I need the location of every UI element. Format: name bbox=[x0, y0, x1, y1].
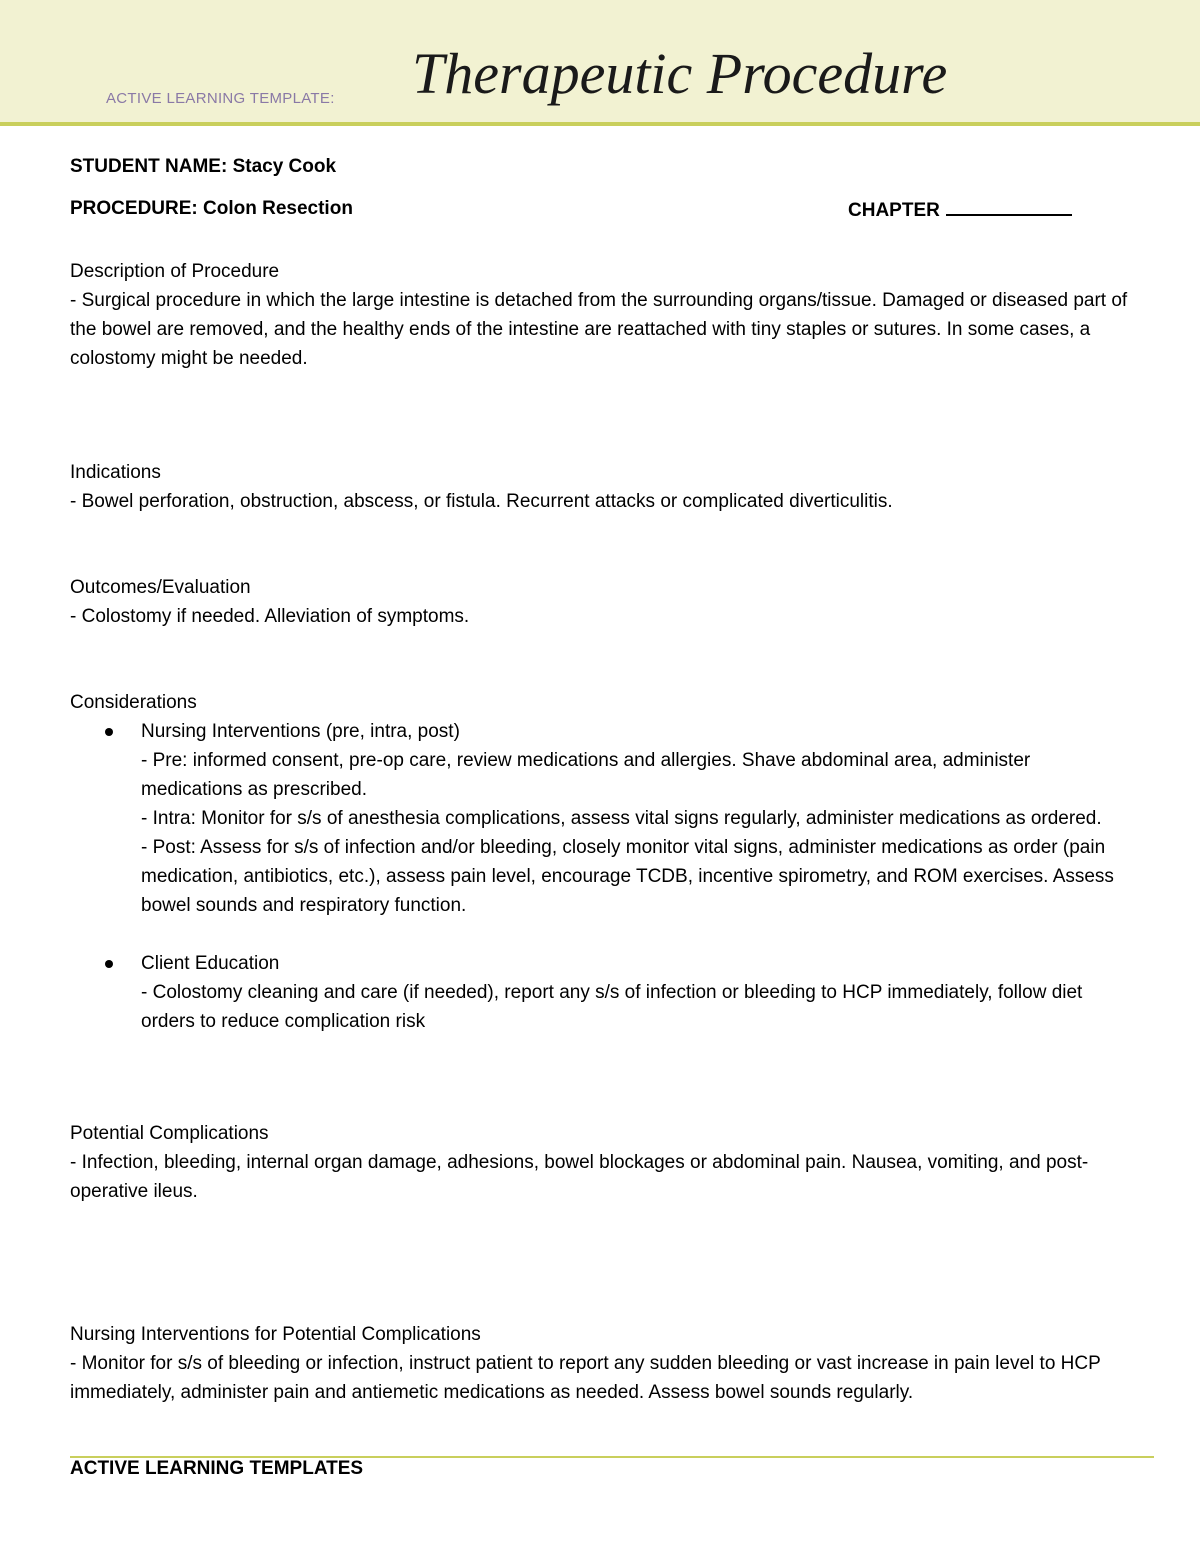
considerations-heading: Considerations bbox=[70, 692, 197, 713]
procedure-field bbox=[70, 198, 353, 220]
indications-heading: Indications bbox=[70, 462, 161, 483]
outcomes-text: - Colostomy if needed. Alleviation of symptoms. bbox=[70, 606, 470, 627]
student-name-field bbox=[70, 156, 336, 178]
description-heading: Description of Procedure bbox=[70, 261, 280, 282]
chapter-field bbox=[848, 198, 1072, 222]
client-education-item bbox=[70, 949, 1130, 1036]
client-education-text: - Colostomy cleaning and care (if needed), report any s/s of infection or bleeding to HCP immediately, follow diet orders to reduce complication risk bbox=[141, 982, 1083, 1032]
indications-text: - Bowel perforation, obstruction, abscess, or fistula. Recurrent attacks or complicated diverticulitis. bbox=[70, 491, 893, 512]
complication-interventions-section bbox=[70, 1320, 1130, 1407]
description-section bbox=[70, 257, 1130, 373]
bullet-icon bbox=[105, 728, 113, 736]
nursing-interventions-item bbox=[70, 717, 1130, 920]
header-rule bbox=[0, 122, 1200, 126]
chapter-label: CHAPTER bbox=[848, 200, 940, 221]
template-label: ACTIVE LEARNING TEMPLATE: bbox=[106, 90, 335, 107]
page-title: Therapeutic Procedure bbox=[412, 41, 948, 106]
nursing-interventions-pre: - Pre: informed consent, pre-op care, review medications and allergies. Shave abdominal area, administer medications as prescribed. bbox=[141, 750, 1031, 800]
indications-section bbox=[70, 458, 1130, 516]
complication-interventions-heading: Nursing Interventions for Potential Complications bbox=[70, 1324, 481, 1345]
student-name-label: STUDENT NAME: bbox=[70, 156, 228, 177]
complications-heading: Potential Complications bbox=[70, 1123, 269, 1144]
complications-text: - Infection, bleeding, internal organ damage, adhesions, bowel blockages or abdominal pain. Nausea, vomiting, and post-operative ileus. bbox=[70, 1152, 1089, 1202]
outcomes-section bbox=[70, 573, 1130, 631]
description-text: - Surgical procedure in which the large intestine is detached from the surrounding organs/tissue. Damaged or diseased part of the bowel are removed, and the healthy ends of the intestine are reattached with tiny staples or sutures. In some cases, a colostomy might be needed. bbox=[70, 290, 1128, 369]
complication-interventions-text: - Monitor for s/s of bleeding or infection, instruct patient to report any sudden bleeding or vast increase in pain level to HCP immediately, administer pain and antiemetic medications as needed. Assess bowel sounds regularly. bbox=[70, 1353, 1101, 1403]
outcomes-heading: Outcomes/Evaluation bbox=[70, 577, 251, 598]
complications-section bbox=[70, 1119, 1130, 1206]
nursing-interventions-post: - Post: Assess for s/s of infection and/or bleeding, closely monitor vital signs, administer medications as order (pain medication, antibiotics, etc.), assess pain level, encourage TCDB, incentive spirometry, and ROM exercises. Assess bowel sounds and respiratory function. bbox=[141, 837, 1114, 916]
client-education-title: Client Education bbox=[141, 953, 280, 974]
bullet-icon bbox=[105, 960, 113, 968]
footer-label: ACTIVE LEARNING TEMPLATES bbox=[70, 1458, 364, 1479]
nursing-interventions-title: Nursing Interventions (pre, intra, post) bbox=[141, 721, 460, 742]
procedure-value: Colon Resection bbox=[203, 198, 353, 219]
nursing-interventions-intra: - Intra: Monitor for s/s of anesthesia complications, assess vital signs regularly, administer medications as ordered. bbox=[141, 808, 1102, 829]
student-name-value: Stacy Cook bbox=[232, 156, 337, 177]
chapter-blank bbox=[946, 198, 1072, 216]
procedure-label: PROCEDURE: bbox=[70, 198, 198, 219]
considerations-section bbox=[70, 688, 1130, 1036]
